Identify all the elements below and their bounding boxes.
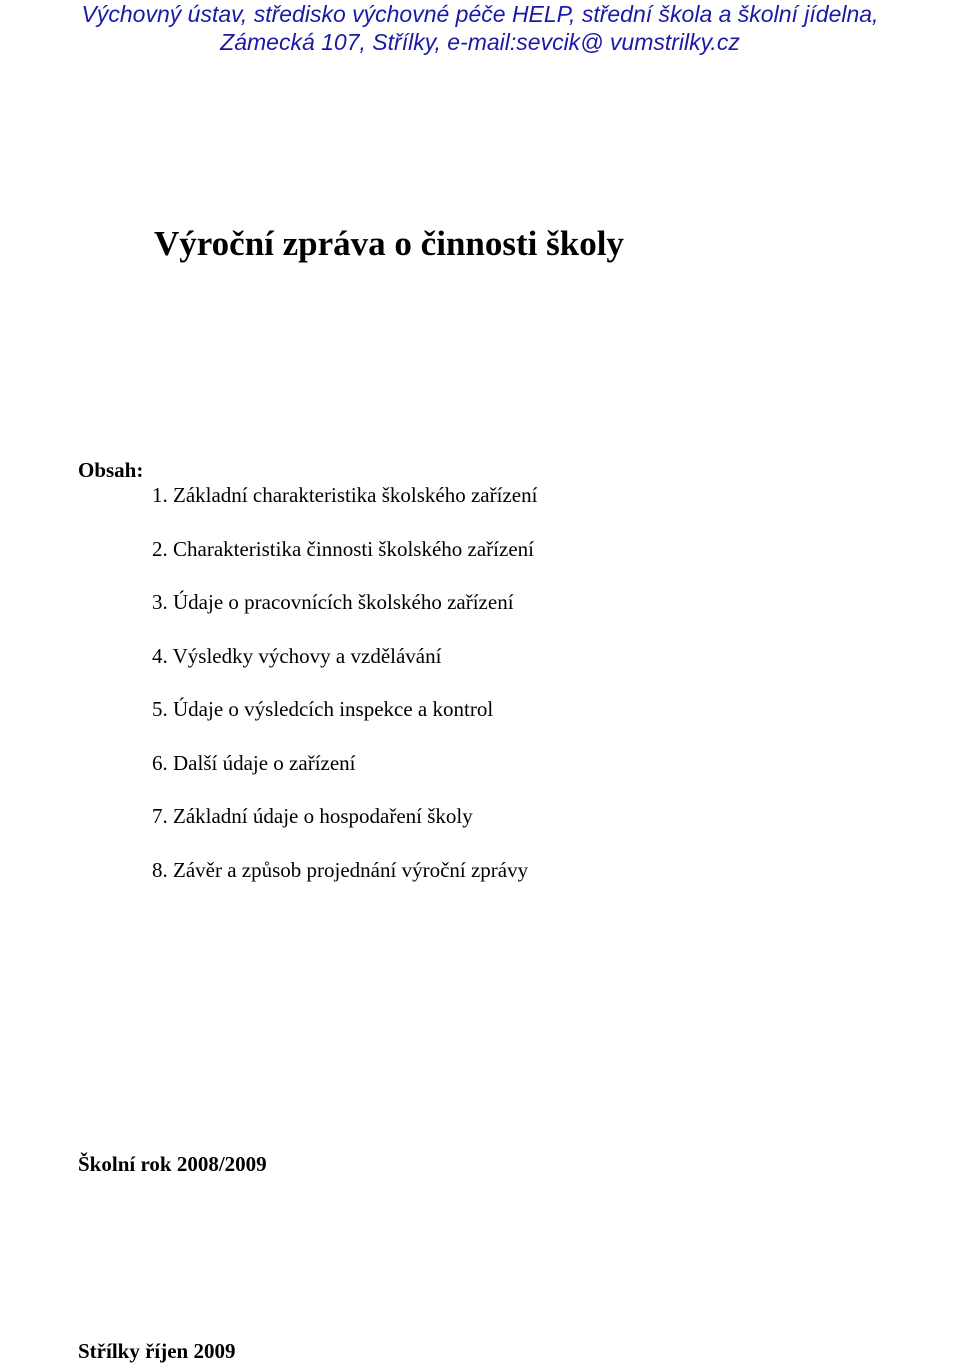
toc-item: 1. Základní charakteristika školského zařízení [152,483,538,507]
place-and-date: Střílky říjen 2009 [78,1339,236,1363]
header-address-email-link[interactable]: Zámecká 107, Střílky, e-mail:sevcik@ vumstrilky.cz [220,29,740,55]
toc-heading: Obsah: [78,458,144,482]
toc-item: 7. Základní údaje o hospodaření školy [152,804,473,828]
toc-item: 4. Výsledky výchovy a vzdělávání [152,643,442,668]
header-institution-line: Výchovný ústav, středisko výchovné péče HELP, střední škola a školní jídelna, [81,1,879,27]
toc-item: 8. Závěr a způsob projednání výroční zprávy [152,857,529,882]
toc-item: 3. Údaje o pracovnících školského zařízení [152,590,514,614]
toc-item: 2. Charakteristika činnosti školského zařízení [152,536,534,561]
toc-item: 6. Další údaje o zařízení [152,750,356,775]
document-title: Výroční zpráva o činnosti školy [154,224,624,263]
school-year: Školní rok 2008/2009 [78,1152,267,1176]
toc-item: 5. Údaje o výsledcích inspekce a kontrol [152,697,494,721]
table-of-contents [152,482,537,910]
